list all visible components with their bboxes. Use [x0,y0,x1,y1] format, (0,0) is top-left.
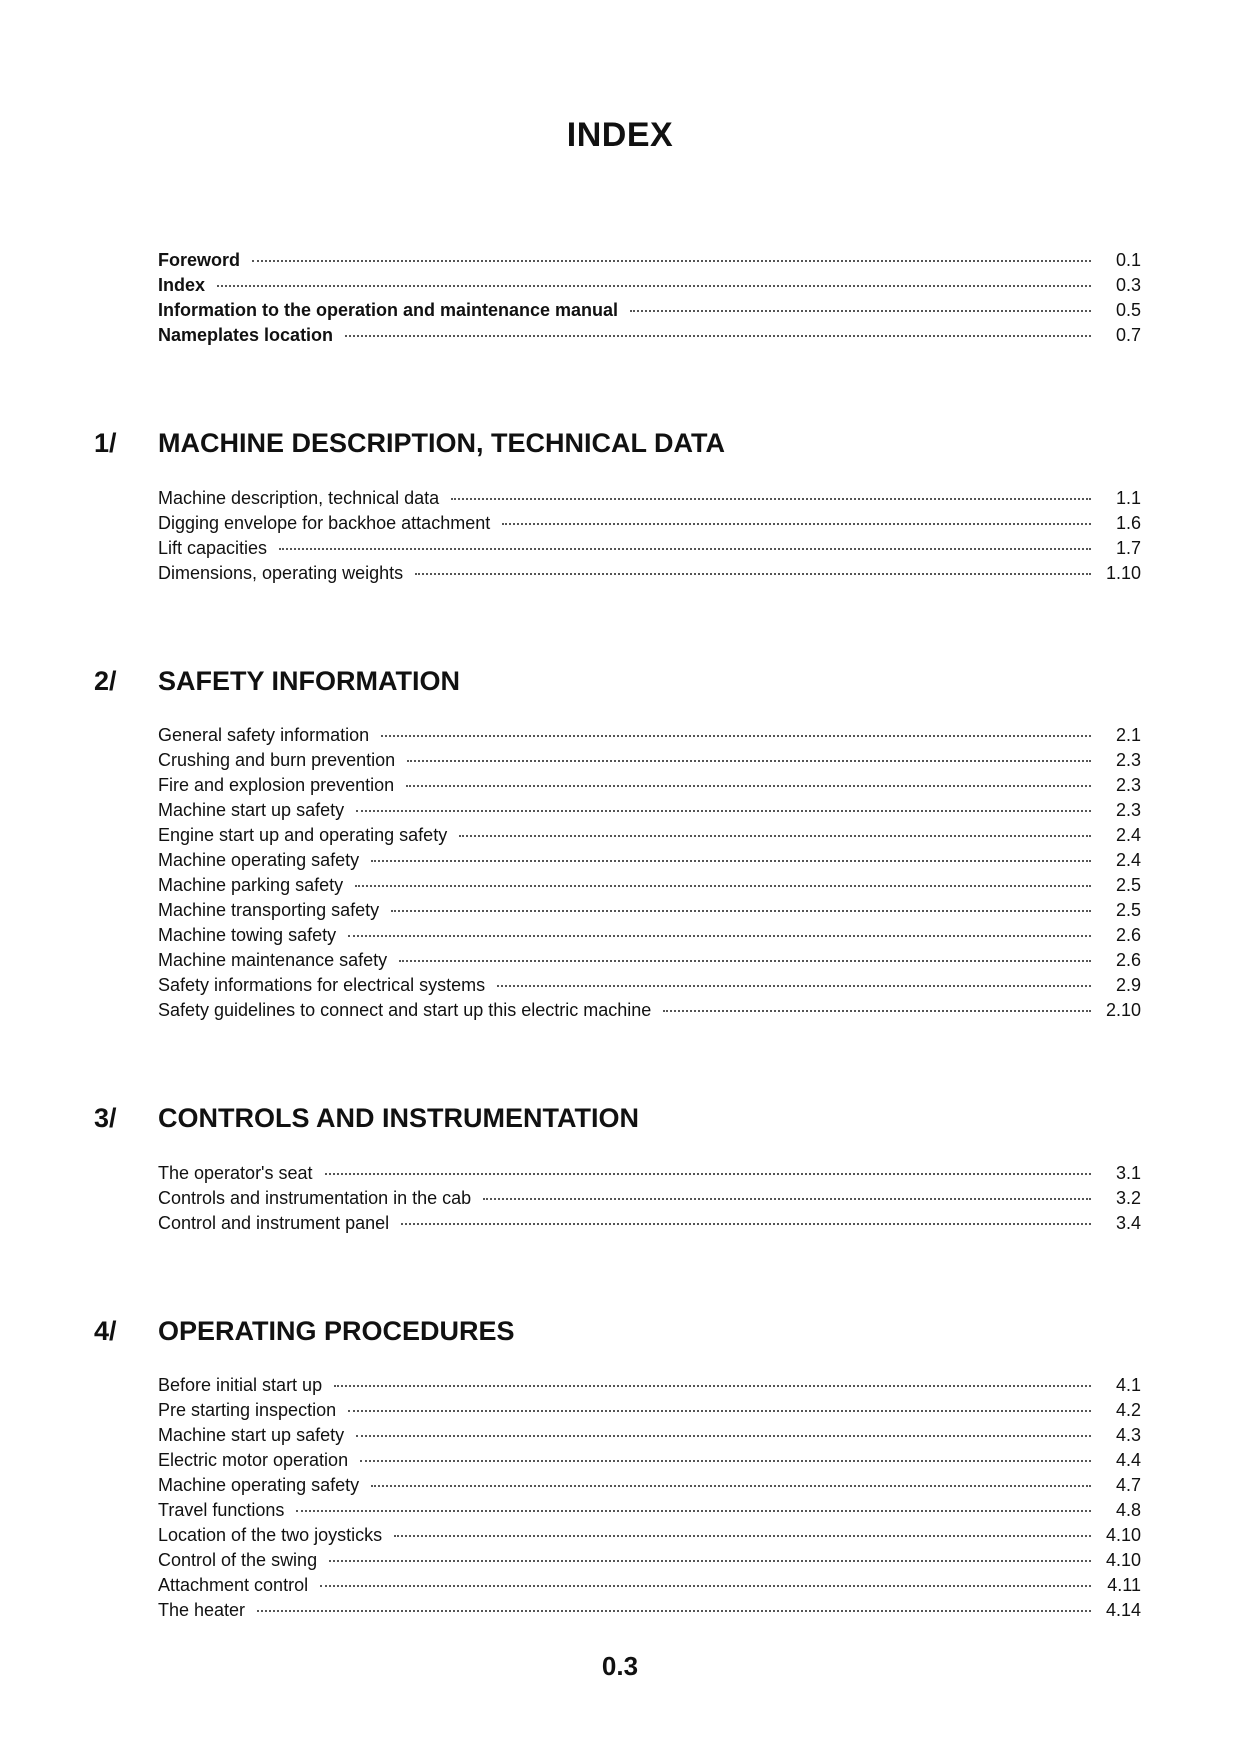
toc-entry-page: 1.1 [1115,488,1141,508]
toc-leader-dots [451,498,1091,500]
toc-leader-dots [415,573,1091,575]
toc-leader-dots [459,835,1091,837]
section-title: CONTROLS AND INSTRUMENTATION [158,1103,639,1133]
section-title: MACHINE DESCRIPTION, TECHNICAL DATA [158,428,725,458]
toc-entry[interactable] [158,1211,1141,1236]
toc-entry-label: Machine operating safety [158,1475,360,1495]
front-matter-list [158,248,1141,348]
section-heading [0,666,1240,706]
toc-entry-label: Index [158,275,206,295]
toc-leader-dots [356,810,1091,812]
toc-leader-dots [394,1535,1091,1537]
toc-leader-dots [360,1460,1091,1462]
toc-entry-page: 4.10 [1105,1525,1141,1545]
toc-entry[interactable] [158,486,1141,511]
toc-entry[interactable] [158,1186,1141,1211]
toc-entry[interactable] [158,923,1141,948]
toc-entry[interactable] [158,511,1141,536]
toc-leader-dots [663,1010,1091,1012]
toc-entry-page: 2.5 [1115,900,1141,920]
toc-leader-dots [320,1585,1091,1587]
toc-entry-page: 2.4 [1115,825,1141,845]
toc-entry-page: 4.2 [1115,1400,1141,1420]
section-number: 1/ [94,428,117,458]
toc-leader-dots [630,310,1091,312]
toc-entry[interactable] [158,798,1141,823]
toc-entry[interactable] [158,898,1141,923]
toc-entry-label: Location of the two joysticks [158,1525,383,1545]
toc-leader-dots [252,260,1091,262]
toc-entry-nameplates[interactable] [158,323,1141,348]
toc-entry-index[interactable] [158,273,1141,298]
toc-entry-page: 0.1 [1115,250,1141,270]
toc-entry-page: 2.5 [1115,875,1141,895]
page-title: INDEX [566,116,674,154]
toc-entry-foreword[interactable] [158,248,1141,273]
toc-leader-dots [391,910,1091,912]
toc-leader-dots [356,1435,1091,1437]
toc-entry-label: Engine start up and operating safety [158,825,448,845]
toc-entry-label: The heater [158,1600,246,1620]
toc-entry-label: Safety informations for electrical systems [158,975,486,995]
toc-entry[interactable] [158,1161,1141,1186]
toc-entry-page: 4.11 [1107,1575,1141,1595]
toc-leader-dots [502,523,1091,525]
section-1 [0,428,1240,468]
toc-entry-page: 2.1 [1115,725,1141,745]
toc-entry[interactable] [158,1523,1141,1548]
toc-leader-dots [371,860,1091,862]
toc-entry-label: Before initial start up [158,1375,323,1395]
toc-entry[interactable] [158,1473,1141,1498]
toc-entry-label: Machine description, technical data [158,488,440,508]
toc-entry[interactable] [158,748,1141,773]
toc-entry-page: 4.4 [1115,1450,1141,1470]
toc-entry[interactable] [158,1598,1141,1623]
toc-leader-dots [217,285,1091,287]
toc-entry[interactable] [158,1398,1141,1423]
section-heading [0,428,1240,468]
section-1-list [158,486,1141,586]
toc-entry-page: 2.3 [1115,775,1141,795]
toc-entry-label: Information to the operation and maintenance manual [158,300,619,320]
toc-entry-page: 2.10 [1105,1000,1141,1020]
section-4 [0,1316,1240,1356]
toc-entry[interactable] [158,823,1141,848]
toc-entry-label: General safety information [158,725,370,745]
section-number: 4/ [94,1316,117,1346]
toc-entry-page: 2.9 [1115,975,1141,995]
section-number: 3/ [94,1103,117,1133]
toc-leader-dots [401,1223,1091,1225]
toc-entry-label: Control and instrument panel [158,1213,390,1233]
toc-entry-page: 4.8 [1115,1500,1141,1520]
toc-leader-dots [407,760,1091,762]
toc-entry[interactable] [158,873,1141,898]
toc-entry-page: 0.7 [1115,325,1141,345]
toc-entry-label: Machine start up safety [158,800,345,820]
section-2-list [158,723,1141,1023]
toc-leader-dots [483,1198,1091,1200]
toc-entry-label: Safety guidelines to connect and start up this electric machine [158,1000,652,1020]
toc-entry-page: 2.3 [1115,800,1141,820]
toc-entry-label: Digging envelope for backhoe attachment [158,513,491,533]
section-heading [0,1316,1240,1356]
toc-entry[interactable] [158,1548,1141,1573]
toc-entry-page: 1.7 [1115,538,1141,558]
toc-entry[interactable] [158,561,1141,586]
toc-entry-page: 4.14 [1105,1600,1141,1620]
section-2 [0,666,1240,706]
toc-entry-label: Machine towing safety [158,925,337,945]
toc-entry[interactable] [158,723,1141,748]
toc-entry-page: 2.6 [1115,950,1141,970]
toc-entry[interactable] [158,1373,1141,1398]
toc-entry-label: Lift capacities [158,538,268,558]
toc-entry-page: 3.2 [1115,1188,1141,1208]
toc-leader-dots [296,1510,1091,1512]
toc-entry-page: 4.1 [1115,1375,1141,1395]
toc-entry-label: Machine operating safety [158,850,360,870]
toc-entry-page: 0.3 [1115,275,1141,295]
toc-entry-label: Foreword [158,250,241,270]
toc-entry-label: Pre starting inspection [158,1400,337,1420]
section-3 [0,1103,1240,1143]
toc-leader-dots [325,1173,1091,1175]
toc-entry-page: 3.4 [1115,1213,1141,1233]
toc-entry-page: 4.3 [1115,1425,1141,1445]
toc-entry-page: 4.10 [1105,1550,1141,1570]
toc-entry-label: Electric motor operation [158,1450,349,1470]
toc-entry-page: 4.7 [1115,1475,1141,1495]
toc-entry[interactable] [158,848,1141,873]
toc-entry-label: Travel functions [158,1500,285,1520]
toc-entry-label: Nameplates location [158,325,334,345]
toc-entry[interactable] [158,1423,1141,1448]
toc-entry-label: Machine maintenance safety [158,950,388,970]
toc-entry[interactable] [158,773,1141,798]
section-number: 2/ [94,666,117,696]
toc-entry-label: Controls and instrumentation in the cab [158,1188,472,1208]
toc-leader-dots [345,335,1091,337]
toc-entry-label: Machine transporting safety [158,900,380,920]
section-title: SAFETY INFORMATION [158,666,460,696]
toc-entry-label: Fire and explosion prevention [158,775,395,795]
toc-entry[interactable] [158,1573,1141,1598]
toc-entry[interactable] [158,1448,1141,1473]
toc-leader-dots [381,735,1091,737]
toc-leader-dots [348,1410,1091,1412]
toc-entry-label: Machine start up safety [158,1425,345,1445]
toc-leader-dots [257,1610,1091,1612]
toc-entry-label: The operator's seat [158,1163,313,1183]
toc-leader-dots [406,785,1091,787]
toc-entry-page: 3.1 [1115,1163,1141,1183]
toc-entry-page: 1.10 [1105,563,1141,583]
section-4-list [158,1373,1141,1623]
section-heading [0,1103,1240,1143]
page-number: 0.3 [601,1651,639,1681]
toc-entry[interactable] [158,998,1141,1023]
toc-entry-label: Attachment control [158,1575,309,1595]
toc-leader-dots [334,1385,1091,1387]
toc-entry-page: 2.3 [1115,750,1141,770]
toc-entry-page: 0.5 [1115,300,1141,320]
toc-entry[interactable] [158,973,1141,998]
toc-leader-dots [348,935,1091,937]
toc-entry[interactable] [158,1498,1141,1523]
toc-leader-dots [399,960,1091,962]
toc-entry[interactable] [158,536,1141,561]
toc-entry[interactable] [158,948,1141,973]
toc-entry-page: 2.4 [1115,850,1141,870]
toc-entry-label: Dimensions, operating weights [158,563,404,583]
toc-entry-information[interactable] [158,298,1141,323]
toc-entry-page: 1.6 [1115,513,1141,533]
toc-entry-label: Control of the swing [158,1550,318,1570]
toc-leader-dots [371,1485,1091,1487]
toc-leader-dots [329,1560,1091,1562]
section-3-list [158,1161,1141,1236]
toc-entry-label: Crushing and burn prevention [158,750,396,770]
toc-entry-page: 2.6 [1115,925,1141,945]
toc-leader-dots [355,885,1091,887]
toc-leader-dots [497,985,1091,987]
toc-entry-label: Machine parking safety [158,875,344,895]
toc-leader-dots [279,548,1091,550]
section-title: OPERATING PROCEDURES [158,1316,515,1346]
